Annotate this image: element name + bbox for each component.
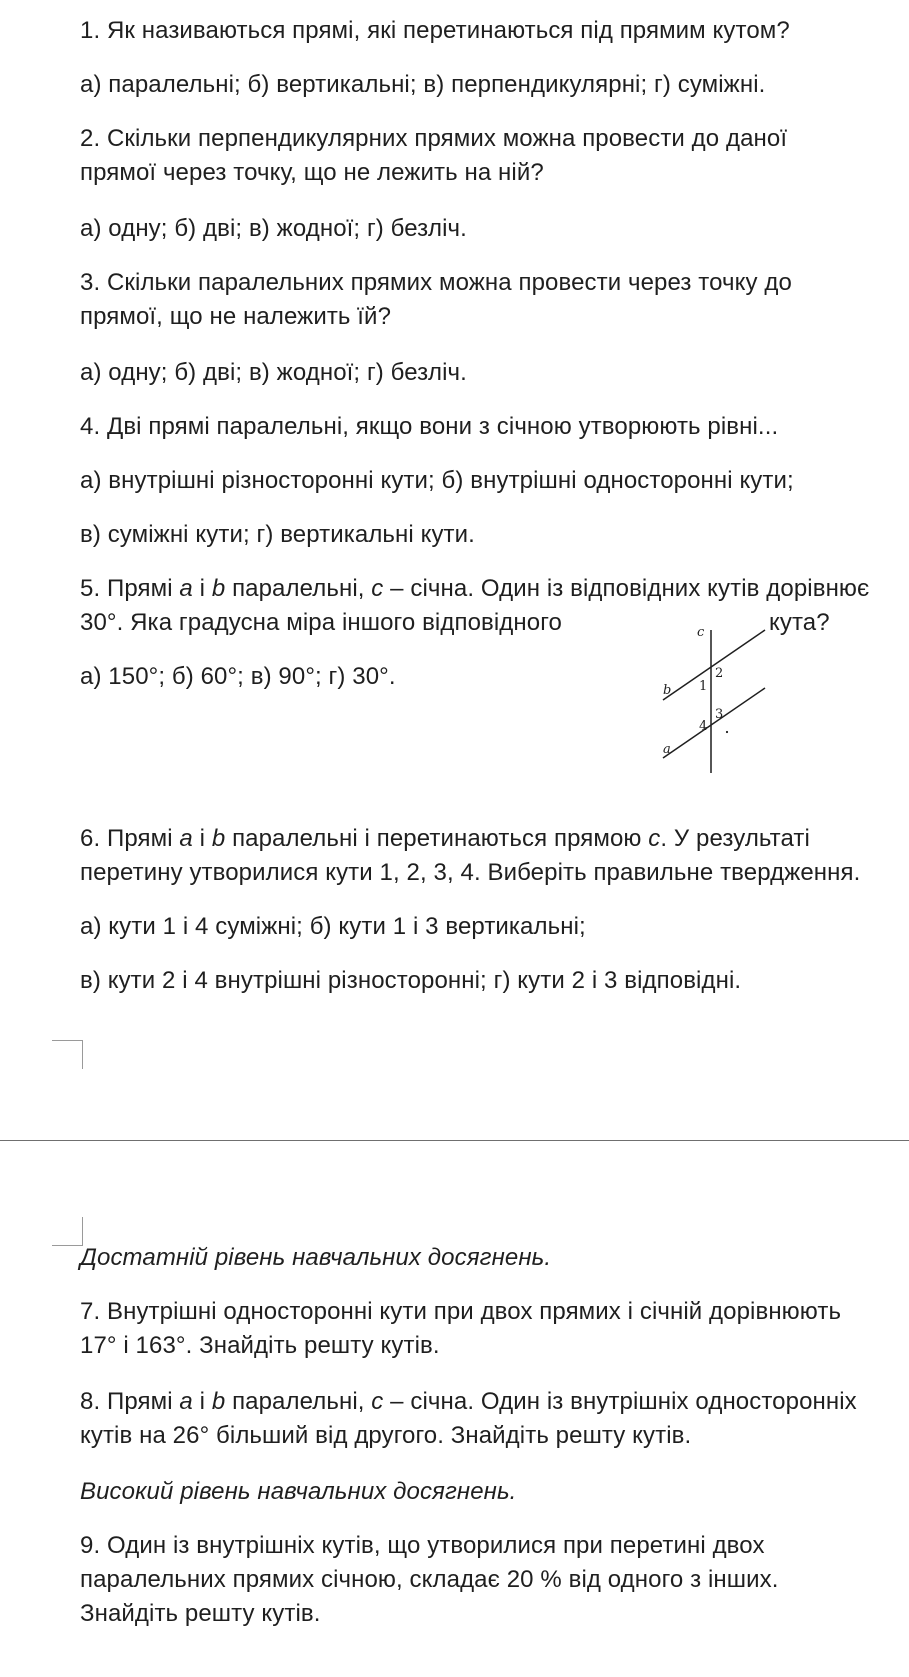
question-3-options: а) одну; б) дві; в) жодної; г) безліч. <box>80 359 467 386</box>
angle-label-1: 1 <box>699 679 708 694</box>
question-3-line-2: прямої, що не належить їй? <box>80 303 392 330</box>
line-a <box>663 688 765 758</box>
section-heading-high: Високий рівень навчальних досягнень. <box>80 1478 517 1505</box>
question-2-options: а) одну; б) дві; в) жодної; г) безліч. <box>80 215 467 242</box>
question-2-line-2: прямої через точку, що не лежить на ній? <box>80 159 544 186</box>
section-heading-sufficient: Достатній рівень навчальних досягнень. <box>80 1244 552 1271</box>
question-5-line-1: 5. Прямі а і b паралельні, с – січна. Один із відповідних кутів дорівнює <box>80 575 870 602</box>
angle-label-3: 3 <box>715 707 724 722</box>
question-9-line-2: паралельних прямих січною, складає 20 % від одного з інших. <box>80 1566 779 1593</box>
question-6-options-2: в) кути 2 і 4 внутрішні різносторонні; г) кути 2 і 3 відповідні. <box>80 967 742 994</box>
question-7-line-1: 7. Внутрішні односторонні кути при двох прямих і січній дорівнюють <box>80 1298 842 1325</box>
label-b: b <box>663 683 672 698</box>
question-6-line-1: 6. Прямі а і b паралельні і перетинаються прямою с. У результаті <box>80 825 810 852</box>
question-8-line-1: 8. Прямі а і b паралельні, с – січна. Один із внутрішніх односторонніх <box>80 1388 857 1415</box>
question-3-line-1: 3. Скільки паралельних прямих можна провести через точку до <box>80 269 792 296</box>
line-b <box>663 630 765 700</box>
angle-label-2: 2 <box>715 666 724 681</box>
question-6-options-1: а) кути 1 і 4 суміжні; б) кути 1 і 3 вертикальні; <box>80 913 586 940</box>
question-7-line-2: 17° і 163°. Знайдіть решту кутів. <box>80 1332 440 1359</box>
question-6-line-2: перетину утворилися кути 1, 2, 3, 4. Виберіть правильне твердження. <box>80 859 861 886</box>
question-1-text: 1. Як називаються прямі, які перетинаються під прямим кутом? <box>80 17 790 44</box>
question-5-line-2-right: кута? <box>769 609 830 636</box>
page-break-divider <box>0 1140 909 1141</box>
question-5-line-2-left: 30°. Яка градусна міра іншого відповідного <box>80 609 562 636</box>
page-corner-mark-bottom <box>52 1217 83 1246</box>
question-9-line-3: Знайдіть решту кутів. <box>80 1600 321 1627</box>
question-8-line-2: кутів на 26° більший від другого. Знайдіть решту кутів. <box>80 1422 692 1449</box>
question-4-options-1: а) внутрішні різносторонні кути; б) внутрішні односторонні кути; <box>80 467 794 494</box>
question-1-options: а) паралельні; б) вертикальні; в) перпендикулярні; г) суміжні. <box>80 71 766 98</box>
question-5-options: а) 150°; б) 60°; в) 90°; г) 30°. <box>80 663 396 690</box>
page-corner-mark-top <box>52 1040 83 1069</box>
label-a: a <box>663 742 671 757</box>
question-2-line-1: 2. Скільки перпендикулярних прямих можна провести до даної <box>80 125 788 152</box>
label-c: c <box>697 625 705 640</box>
dot-mark <box>726 731 728 733</box>
question-4-options-2: в) суміжні кути; г) вертикальні кути. <box>80 521 475 548</box>
parallel-lines-diagram <box>655 618 767 776</box>
question-9-line-1: 9. Один із внутрішніх кутів, що утворилися при перетині двох <box>80 1532 765 1559</box>
question-4-text: 4. Дві прямі паралельні, якщо вони з січною утворюють рівні... <box>80 413 779 440</box>
angle-label-4: 4 <box>699 719 708 734</box>
